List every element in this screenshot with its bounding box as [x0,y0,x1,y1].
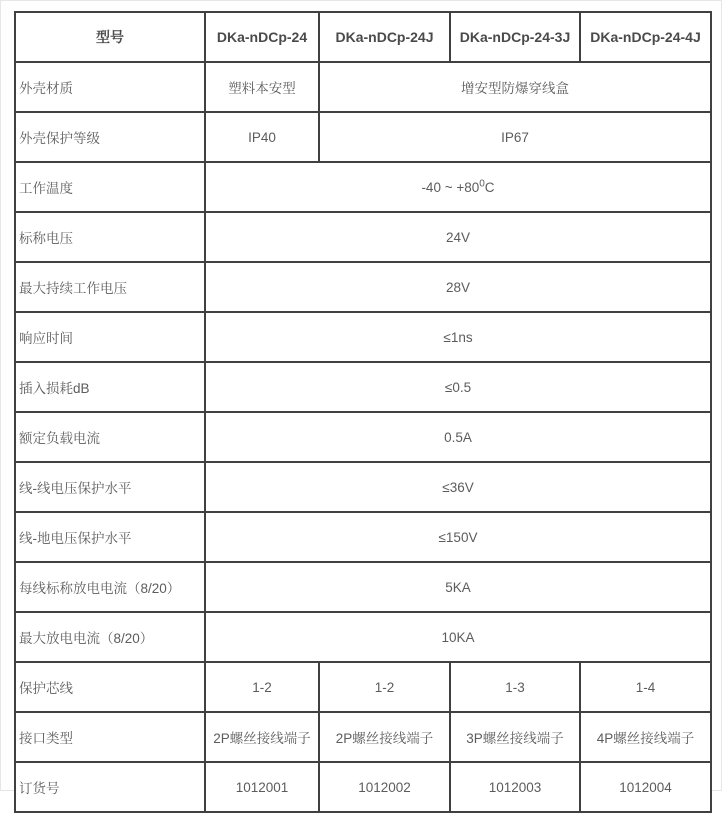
header-model-1: DKa-nDCp-24 [205,12,319,62]
max-working-voltage-value: 28V [205,262,711,312]
order-number-value-3: 1012003 [450,762,580,812]
interface-type-value-4: 4P螺丝接线端子 [580,712,711,762]
header-model-2: DKa-nDCp-24J [319,12,450,62]
row-label-nominal-discharge-current: 每线标称放电电流（8/20） [15,562,205,612]
insertion-loss-value: ≤0.5 [205,362,711,412]
row-label-ip-rating: 外壳保护等级 [15,112,205,162]
rated-load-current-value: 0.5A [205,412,711,462]
row-label-insertion-loss: 插入损耗dB [15,362,205,412]
table-row-temperature [15,162,711,212]
table-row-insertion-loss [15,362,711,412]
temperature-value-unit: C [484,179,495,195]
row-label-interface-type: 接口类型 [15,712,205,762]
row-label-max-working-voltage: 最大持续工作电压 [15,262,205,312]
response-time-value: ≤1ns [205,312,711,362]
protected-cores-value-2: 1-2 [319,662,450,712]
row-label-max-discharge-current: 最大放电电流（8/20） [15,612,205,662]
protected-cores-value-1: 1-2 [205,662,319,712]
nominal-voltage-value: 24V [205,212,711,262]
interface-type-value-3: 3P螺丝接线端子 [450,712,580,762]
ip-rating-col1-value: IP40 [205,112,319,162]
material-col2to4-value: 增安型防爆穿线盒 [319,62,711,112]
row-label-temperature: 工作温度 [15,162,205,212]
row-label-material: 外壳材质 [15,62,205,112]
temperature-value [205,162,711,212]
max-discharge-current-value: 10KA [205,612,711,662]
line-line-protection-value: ≤36V [205,462,711,512]
protected-cores-value-4: 1-4 [580,662,711,712]
table-row-nominal-discharge-current [15,562,711,612]
order-number-value-4: 1012004 [580,762,711,812]
table-row-rated-load-current [15,412,711,462]
table-row-order-number [15,762,711,812]
table-row-header [15,12,711,62]
row-label-order-number: 订货号 [15,762,205,812]
interface-type-value-2: 2P螺丝接线端子 [319,712,450,762]
interface-type-value-1: 2P螺丝接线端子 [205,712,319,762]
table-row-line-ground-protection [15,512,711,562]
ip-rating-col2to4-value: IP67 [319,112,711,162]
table-row-response-time [15,312,711,362]
table-row-line-line-protection [15,462,711,512]
row-label-nominal-voltage: 标称电压 [15,212,205,262]
material-col1-value: 塑料本安型 [205,62,319,112]
row-label-protected-cores: 保护芯线 [15,662,205,712]
temperature-value-main: -40 ~ +80 [421,179,480,195]
table-row-ip-rating [15,112,711,162]
protected-cores-value-3: 1-3 [450,662,580,712]
order-number-value-2: 1012002 [319,762,450,812]
table-row-max-working-voltage [15,262,711,312]
temperature-superscript: 0 [479,178,485,189]
table-row-material [15,62,711,112]
table-row-max-discharge-current [15,612,711,662]
table-row-nominal-voltage [15,212,711,262]
order-number-value-1: 1012001 [205,762,319,812]
row-label-line-line-protection: 线-线电压保护水平 [15,462,205,512]
header-model-3: DKa-nDCp-24-3J [450,12,580,62]
spec-table [14,11,712,813]
row-label-rated-load-current: 额定负载电流 [15,412,205,462]
header-model-label: 型号 [15,12,205,62]
row-label-response-time: 响应时间 [15,312,205,362]
table-row-interface-type [15,712,711,762]
row-label-line-ground-protection: 线-地电压保护水平 [15,512,205,562]
line-ground-protection-value: ≤150V [205,512,711,562]
header-model-4: DKa-nDCp-24-4J [580,12,711,62]
table-row-protected-cores [15,662,711,712]
nominal-discharge-current-value: 5KA [205,562,711,612]
